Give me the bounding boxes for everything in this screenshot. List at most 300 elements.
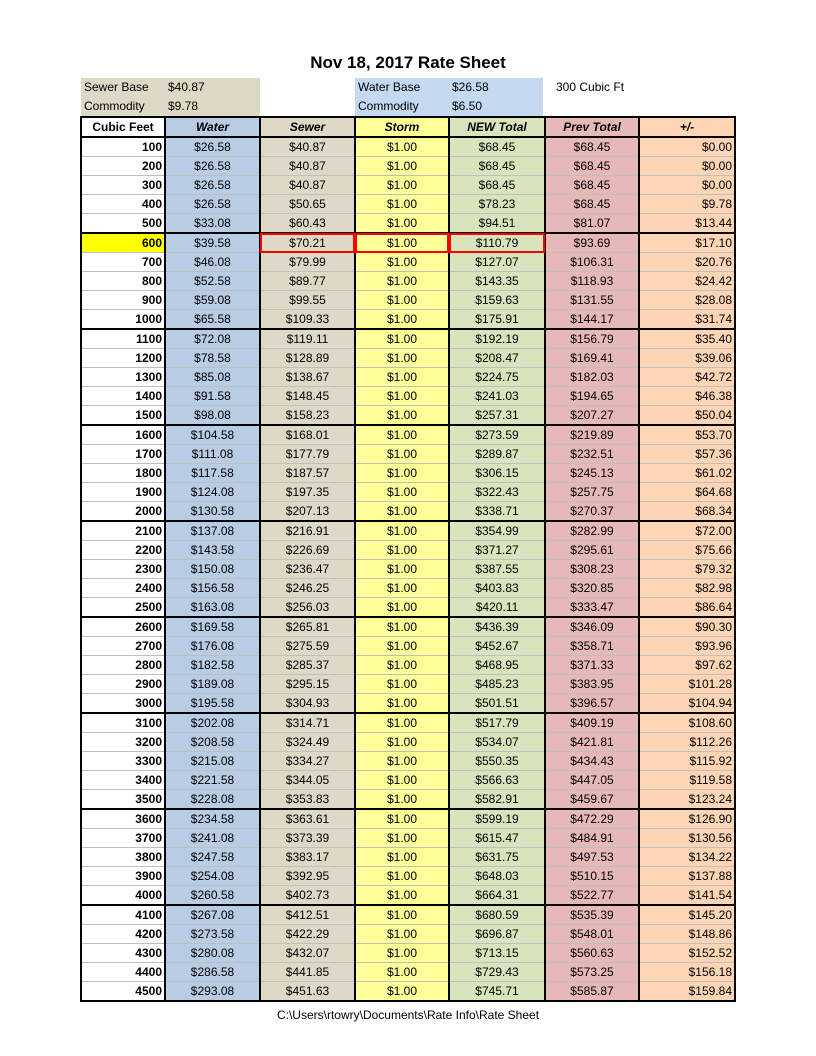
cubic-feet-cell: 2100: [81, 521, 165, 541]
sewer-cell: $60.43: [260, 214, 355, 234]
sewer-cell: $119.11: [260, 329, 355, 349]
table-row: [81, 829, 735, 848]
diff-cell: $75.66: [639, 541, 735, 560]
water-cell: $98.08: [165, 406, 260, 426]
storm-cell: $1.00: [355, 521, 449, 541]
new-total-cell: $127.07: [449, 253, 545, 272]
table-row: [81, 886, 735, 906]
sewer-cell: $451.63: [260, 982, 355, 1002]
table-row: [81, 157, 735, 176]
prev-total-cell: $358.71: [545, 637, 639, 656]
prev-total-cell: $68.45: [545, 195, 639, 214]
diff-cell: $28.08: [639, 291, 735, 310]
water-commodity-label: Commodity: [358, 99, 419, 113]
prev-total-cell: $169.41: [545, 349, 639, 368]
new-total-cell: $241.03: [449, 387, 545, 406]
new-total-cell: $143.35: [449, 272, 545, 291]
table-row: [81, 560, 735, 579]
table-row: [81, 694, 735, 714]
water-cell: $39.58: [165, 233, 260, 253]
storm-cell: $1.00: [355, 233, 449, 253]
sewer-cell: $40.87: [260, 176, 355, 195]
new-total-cell: $696.87: [449, 925, 545, 944]
sewer-cell: $79.99: [260, 253, 355, 272]
water-cell: $215.08: [165, 752, 260, 771]
sewer-base-label: Sewer Base: [84, 80, 149, 94]
new-total-cell: $436.39: [449, 617, 545, 637]
new-total-cell: $257.31: [449, 406, 545, 426]
new-total-cell: $306.15: [449, 464, 545, 483]
water-cell: $273.58: [165, 925, 260, 944]
cubic-feet-cell: 3700: [81, 829, 165, 848]
table-row: [81, 848, 735, 867]
storm-cell: $1.00: [355, 560, 449, 579]
table-row: [81, 656, 735, 675]
storm-cell: $1.00: [355, 176, 449, 195]
water-cell: $189.08: [165, 675, 260, 694]
new-total-cell: $501.51: [449, 694, 545, 714]
storm-cell: $1.00: [355, 387, 449, 406]
water-cell: $117.58: [165, 464, 260, 483]
diff-cell: $137.88: [639, 867, 735, 886]
sewer-cell: $246.25: [260, 579, 355, 598]
storm-cell: $1.00: [355, 157, 449, 176]
prev-total-cell: $257.75: [545, 483, 639, 502]
sewer-cell: $295.15: [260, 675, 355, 694]
diff-cell: $119.58: [639, 771, 735, 790]
sewer-cell: $226.69: [260, 541, 355, 560]
cubic-feet-cell: 1700: [81, 445, 165, 464]
new-total-cell: $420.11: [449, 598, 545, 618]
header-diff: +/-: [639, 117, 735, 137]
diff-cell: $17.10: [639, 233, 735, 253]
table-row: [81, 349, 735, 368]
diff-cell: $35.40: [639, 329, 735, 349]
water-cell: $202.08: [165, 713, 260, 733]
table-row: [81, 387, 735, 406]
cubic-feet-cell: 2900: [81, 675, 165, 694]
header-new-total: NEW Total: [449, 117, 545, 137]
sewer-cell: $40.87: [260, 157, 355, 176]
new-total-cell: $371.27: [449, 541, 545, 560]
water-cell: $78.58: [165, 349, 260, 368]
diff-cell: $0.00: [639, 137, 735, 157]
new-total-cell: $664.31: [449, 886, 545, 906]
sewer-cell: $109.33: [260, 310, 355, 330]
table-row: [81, 233, 735, 253]
diff-cell: $20.76: [639, 253, 735, 272]
new-total-cell: $192.19: [449, 329, 545, 349]
prev-total-cell: $106.31: [545, 253, 639, 272]
prev-total-cell: $144.17: [545, 310, 639, 330]
cubic-feet-cell: 2400: [81, 579, 165, 598]
new-total-cell: $403.83: [449, 579, 545, 598]
water-cell: $234.58: [165, 809, 260, 829]
new-total-cell: $729.43: [449, 963, 545, 982]
sewer-cell: $216.91: [260, 521, 355, 541]
diff-cell: $50.04: [639, 406, 735, 426]
cubic-feet-cell: 900: [81, 291, 165, 310]
diff-cell: $152.52: [639, 944, 735, 963]
storm-cell: $1.00: [355, 291, 449, 310]
cubic-feet-cell: 300: [81, 176, 165, 195]
prev-total-cell: $383.95: [545, 675, 639, 694]
cubic-feet-cell: 1200: [81, 349, 165, 368]
water-cell: $26.58: [165, 157, 260, 176]
diff-cell: $126.90: [639, 809, 735, 829]
water-cell: $124.08: [165, 483, 260, 502]
sewer-cell: $392.95: [260, 867, 355, 886]
water-cell: $26.58: [165, 176, 260, 195]
table-row: [81, 406, 735, 426]
storm-cell: $1.00: [355, 272, 449, 291]
cubic-feet-cell: 4200: [81, 925, 165, 944]
sewer-cell: $334.27: [260, 752, 355, 771]
table-row: [81, 617, 735, 637]
water-cell: $280.08: [165, 944, 260, 963]
cubic-feet-cell: 100: [81, 137, 165, 157]
cubic-feet-cell: 3500: [81, 790, 165, 810]
diff-cell: $97.62: [639, 656, 735, 675]
cubic-feet-cell: 4500: [81, 982, 165, 1002]
diff-cell: $148.86: [639, 925, 735, 944]
new-total-cell: $680.59: [449, 905, 545, 925]
storm-cell: $1.00: [355, 368, 449, 387]
prev-total-cell: $560.63: [545, 944, 639, 963]
diff-cell: $101.28: [639, 675, 735, 694]
water-cell: $228.08: [165, 790, 260, 810]
prev-total-cell: $434.43: [545, 752, 639, 771]
sewer-cell: $275.59: [260, 637, 355, 656]
storm-cell: $1.00: [355, 637, 449, 656]
storm-cell: $1.00: [355, 253, 449, 272]
diff-cell: $42.72: [639, 368, 735, 387]
sewer-commodity-label: Commodity: [84, 99, 145, 113]
cubic-feet-cell: 2700: [81, 637, 165, 656]
diff-cell: $145.20: [639, 905, 735, 925]
storm-cell: $1.00: [355, 445, 449, 464]
sewer-cell: $304.93: [260, 694, 355, 714]
table-row: [81, 464, 735, 483]
new-total-cell: $468.95: [449, 656, 545, 675]
storm-cell: $1.00: [355, 617, 449, 637]
prev-total-cell: $93.69: [545, 233, 639, 253]
water-cell: $221.58: [165, 771, 260, 790]
water-cell: $33.08: [165, 214, 260, 234]
prev-total-cell: $371.33: [545, 656, 639, 675]
storm-cell: $1.00: [355, 752, 449, 771]
prev-total-cell: $585.87: [545, 982, 639, 1002]
cubic-feet-cell: 700: [81, 253, 165, 272]
prev-total-cell: $573.25: [545, 963, 639, 982]
new-total-cell: $582.91: [449, 790, 545, 810]
new-total-cell: $273.59: [449, 425, 545, 445]
table-header-row: [81, 117, 735, 137]
water-cell: $156.58: [165, 579, 260, 598]
prev-total-cell: $156.79: [545, 329, 639, 349]
sewer-base-value: $40.87: [168, 80, 205, 94]
table-row: [81, 771, 735, 790]
diff-cell: $46.38: [639, 387, 735, 406]
diff-cell: $24.42: [639, 272, 735, 291]
prev-total-cell: $484.91: [545, 829, 639, 848]
storm-cell: $1.00: [355, 137, 449, 157]
sewer-cell: $402.73: [260, 886, 355, 906]
new-total-cell: $322.43: [449, 483, 545, 502]
diff-cell: $31.74: [639, 310, 735, 330]
sewer-cell: $422.29: [260, 925, 355, 944]
diff-cell: $134.22: [639, 848, 735, 867]
cubic-feet-cell: 600: [81, 233, 165, 253]
sewer-cell: $353.83: [260, 790, 355, 810]
water-cell: $267.08: [165, 905, 260, 925]
storm-cell: $1.00: [355, 829, 449, 848]
table-row: [81, 790, 735, 810]
water-cell: $59.08: [165, 291, 260, 310]
prev-total-cell: $396.57: [545, 694, 639, 714]
diff-cell: $108.60: [639, 713, 735, 733]
sewer-base-info: [81, 78, 260, 116]
storm-cell: $1.00: [355, 733, 449, 752]
prev-total-cell: $68.45: [545, 157, 639, 176]
prev-total-cell: $295.61: [545, 541, 639, 560]
water-cell: $143.58: [165, 541, 260, 560]
sewer-cell: $363.61: [260, 809, 355, 829]
table-row: [81, 637, 735, 656]
sewer-cell: $197.35: [260, 483, 355, 502]
prev-total-cell: $68.45: [545, 176, 639, 195]
new-total-cell: $631.75: [449, 848, 545, 867]
storm-cell: $1.00: [355, 579, 449, 598]
water-cell: $195.58: [165, 694, 260, 714]
storm-cell: $1.00: [355, 694, 449, 714]
table-row: [81, 579, 735, 598]
table-row: [81, 675, 735, 694]
diff-cell: $86.64: [639, 598, 735, 618]
diff-cell: $123.24: [639, 790, 735, 810]
new-total-cell: $485.23: [449, 675, 545, 694]
prev-total-cell: $81.07: [545, 214, 639, 234]
prev-total-cell: $346.09: [545, 617, 639, 637]
cubic-feet-cell: 3900: [81, 867, 165, 886]
new-total-cell: $68.45: [449, 176, 545, 195]
sewer-cell: $177.79: [260, 445, 355, 464]
water-cell: $26.58: [165, 137, 260, 157]
diff-cell: $82.98: [639, 579, 735, 598]
prev-total-cell: $320.85: [545, 579, 639, 598]
table-row: [81, 944, 735, 963]
diff-cell: $130.56: [639, 829, 735, 848]
header-water: Water: [165, 117, 260, 137]
sewer-cell: $158.23: [260, 406, 355, 426]
table-row: [81, 445, 735, 464]
prev-total-cell: $497.53: [545, 848, 639, 867]
diff-cell: $159.84: [639, 982, 735, 1002]
water-cell: $26.58: [165, 195, 260, 214]
water-cell: $52.58: [165, 272, 260, 291]
water-cell: $241.08: [165, 829, 260, 848]
prev-total-cell: $409.19: [545, 713, 639, 733]
table-row: [81, 368, 735, 387]
sewer-cell: $441.85: [260, 963, 355, 982]
new-total-cell: $68.45: [449, 157, 545, 176]
storm-cell: $1.00: [355, 598, 449, 618]
rate-table: [80, 116, 736, 1002]
cubic-feet-cell: 3100: [81, 713, 165, 733]
storm-cell: $1.00: [355, 675, 449, 694]
water-cell: $137.08: [165, 521, 260, 541]
prev-total-cell: $282.99: [545, 521, 639, 541]
water-base-label: Water Base: [358, 80, 421, 94]
storm-cell: $1.00: [355, 905, 449, 925]
storm-cell: $1.00: [355, 214, 449, 234]
sewer-cell: $265.81: [260, 617, 355, 637]
table-row: [81, 963, 735, 982]
table-row: [81, 137, 735, 157]
table-row: [81, 925, 735, 944]
storm-cell: $1.00: [355, 425, 449, 445]
diff-cell: $39.06: [639, 349, 735, 368]
prev-total-cell: $207.27: [545, 406, 639, 426]
table-row: [81, 752, 735, 771]
storm-cell: $1.00: [355, 867, 449, 886]
new-total-cell: $615.47: [449, 829, 545, 848]
page-title: Nov 18, 2017 Rate Sheet: [310, 53, 506, 72]
diff-cell: $79.32: [639, 560, 735, 579]
water-cell: $182.58: [165, 656, 260, 675]
table-row: [81, 521, 735, 541]
table-row: [81, 982, 735, 1002]
diff-cell: $72.00: [639, 521, 735, 541]
new-total-cell: $517.79: [449, 713, 545, 733]
table-row: [81, 809, 735, 829]
sewer-commodity-value: $9.78: [168, 99, 199, 113]
new-total-cell: $550.35: [449, 752, 545, 771]
water-base-value: $26.58: [452, 80, 489, 94]
cubic-feet-cell: 4300: [81, 944, 165, 963]
water-cell: $111.08: [165, 445, 260, 464]
table-row: [81, 214, 735, 234]
new-total-cell: $387.55: [449, 560, 545, 579]
prev-total-cell: $118.93: [545, 272, 639, 291]
new-total-cell: $648.03: [449, 867, 545, 886]
new-total-cell: $68.45: [449, 137, 545, 157]
table-row: [81, 733, 735, 752]
sewer-cell: $128.89: [260, 349, 355, 368]
storm-cell: $1.00: [355, 925, 449, 944]
rate-table-body: [81, 137, 735, 1001]
prev-total-cell: $194.65: [545, 387, 639, 406]
sewer-cell: $70.21: [260, 233, 355, 253]
prev-total-cell: $472.29: [545, 809, 639, 829]
prev-total-cell: $522.77: [545, 886, 639, 906]
water-cell: $260.58: [165, 886, 260, 906]
sewer-cell: $256.03: [260, 598, 355, 618]
water-cell: $91.58: [165, 387, 260, 406]
new-total-cell: $566.63: [449, 771, 545, 790]
water-cell: $247.58: [165, 848, 260, 867]
cubic-feet-cell: 2600: [81, 617, 165, 637]
table-row: [81, 867, 735, 886]
diff-cell: $13.44: [639, 214, 735, 234]
header-prev-total: Prev Total: [545, 117, 639, 137]
cubic-feet-cell: 4400: [81, 963, 165, 982]
diff-cell: $112.26: [639, 733, 735, 752]
cubic-feet-cell: 1000: [81, 310, 165, 330]
table-row: [81, 483, 735, 502]
storm-cell: $1.00: [355, 195, 449, 214]
cubic-feet-cell: 3400: [81, 771, 165, 790]
water-cell: $208.58: [165, 733, 260, 752]
header-sewer: Sewer: [260, 117, 355, 137]
prev-total-cell: $308.23: [545, 560, 639, 579]
new-total-cell: $599.19: [449, 809, 545, 829]
cubic-feet-cell: 3000: [81, 694, 165, 714]
cubic-feet-cell: 1400: [81, 387, 165, 406]
storm-cell: $1.00: [355, 349, 449, 368]
table-row: [81, 905, 735, 925]
prev-total-cell: $535.39: [545, 905, 639, 925]
prev-total-cell: $270.37: [545, 502, 639, 522]
storm-cell: $1.00: [355, 310, 449, 330]
water-cell: $65.58: [165, 310, 260, 330]
cubic-feet-cell: 4000: [81, 886, 165, 906]
sewer-cell: $40.87: [260, 137, 355, 157]
water-cell: $176.08: [165, 637, 260, 656]
sewer-cell: $412.51: [260, 905, 355, 925]
storm-cell: $1.00: [355, 982, 449, 1002]
new-total-cell: $94.51: [449, 214, 545, 234]
new-total-cell: $159.63: [449, 291, 545, 310]
cubic-feet-cell: 800: [81, 272, 165, 291]
prev-total-cell: $421.81: [545, 733, 639, 752]
sewer-cell: $168.01: [260, 425, 355, 445]
cubic-feet-cell: 1500: [81, 406, 165, 426]
sewer-cell: $187.57: [260, 464, 355, 483]
storm-cell: $1.00: [355, 848, 449, 867]
table-row: [81, 291, 735, 310]
prev-total-cell: $333.47: [545, 598, 639, 618]
water-commodity-value: $6.50: [452, 99, 483, 113]
diff-cell: $64.68: [639, 483, 735, 502]
cubic-feet-cell: 2200: [81, 541, 165, 560]
table-row: [81, 310, 735, 330]
cubic-feet-cell: 3800: [81, 848, 165, 867]
table-row: [81, 253, 735, 272]
cubic-feet-cell: 200: [81, 157, 165, 176]
table-row: [81, 195, 735, 214]
storm-cell: $1.00: [355, 886, 449, 906]
cubic-feet-cell: 500: [81, 214, 165, 234]
file-path-footer: C:\Users\rtowry\Documents\Rate Info\Rate Sheet: [276, 1008, 540, 1022]
diff-cell: $53.70: [639, 425, 735, 445]
cubic-feet-cell: 1900: [81, 483, 165, 502]
cubic-feet-cell: 4100: [81, 905, 165, 925]
header-cubic-feet: Cubic Feet: [81, 117, 165, 137]
new-total-cell: $208.47: [449, 349, 545, 368]
table-row: [81, 598, 735, 618]
diff-cell: $90.30: [639, 617, 735, 637]
water-cell: $46.08: [165, 253, 260, 272]
sewer-cell: $138.67: [260, 368, 355, 387]
water-cell: $293.08: [165, 982, 260, 1002]
new-total-cell: $110.79: [449, 233, 545, 253]
storm-cell: $1.00: [355, 809, 449, 829]
cubic-feet-cell: 2800: [81, 656, 165, 675]
water-cell: $254.08: [165, 867, 260, 886]
table-row: [81, 541, 735, 560]
diff-cell: $0.00: [639, 157, 735, 176]
